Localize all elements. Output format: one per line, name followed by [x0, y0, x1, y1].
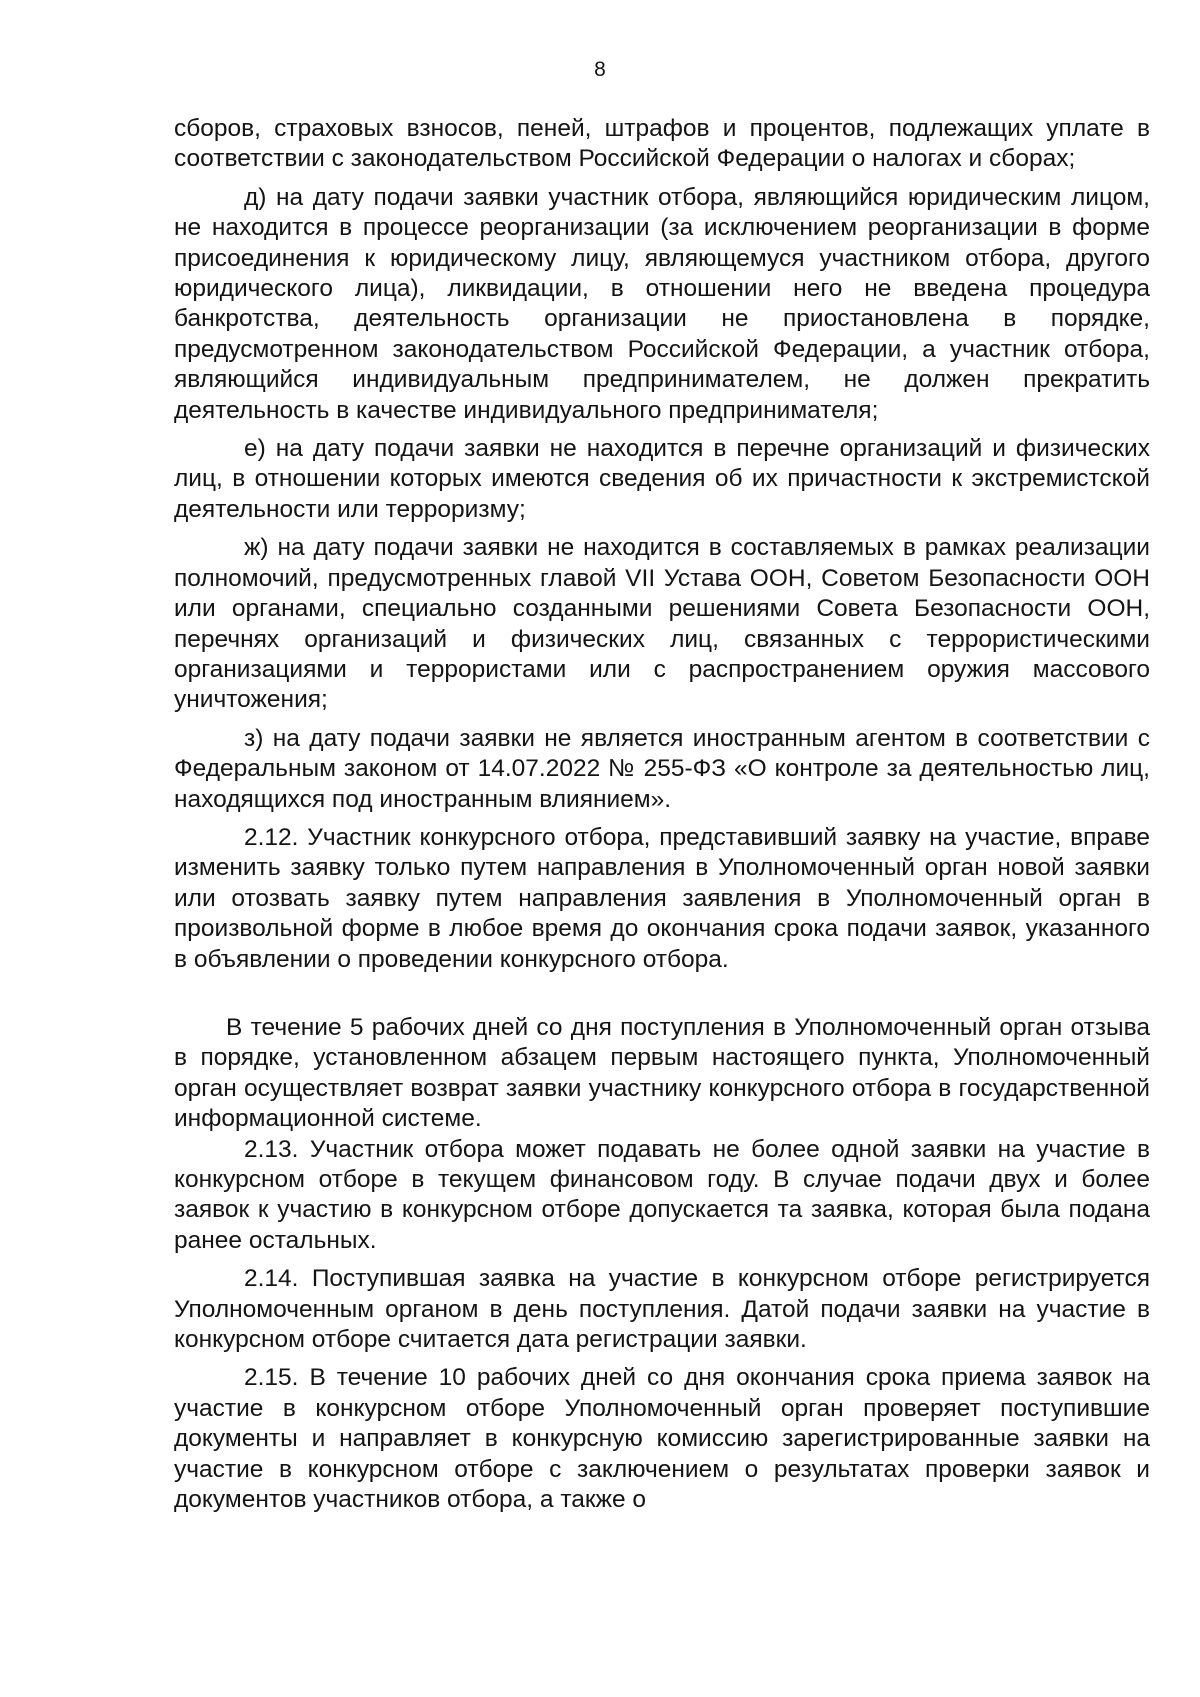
paragraph-item-d: д) на дату подачи заявки участник отбора, являющийся юридическим лицом, не находится в процессе реорганизации (за исключением реорганизации в форме присоединения к юридическому лицу, являющемуся участником отбора, другого юридического лица), ликвидации, в отношении него не введена процедура банкротства, деятельность организации не приостановлена в порядке, предусмотренном законодательством Российской Федерации, а участник отбора, являющийся индивидуальным предпринимателем, не должен прекратить деятельность в качестве индивидуального предпринимателя;	[174, 183, 1150, 424]
paragraph-item-e: е) на дату подачи заявки не находится в перечне организаций и физических лиц, в отношении которых имеются сведения об их причастности к экстремистской деятельности или терроризму;	[174, 435, 1150, 523]
paragraph-2-13: 2.13. Участник отбора может подавать не более одной заявки на участие в конкурсном отборе в текущем финансовом году. В случае подачи двух и более заявок к участию в конкурсном отборе допускается та заявка, которая была подана ранее остальных.	[174, 1135, 1150, 1254]
paragraph-continuation: сборов, страховых взносов, пеней, штрафов и процентов, подлежащих уплате в соответствии с законодательством Российской Федерации о налогах и сборах;	[174, 115, 1150, 173]
paragraph-item-zh: ж) на дату подачи заявки не находится в составляемых в рамках реализации полномочий, предусмотренных главой VII Устава ООН, Советом Безопасности ООН или органами, специально созданными решениями Совета Безопасности ООН, перечнях организаций и физических лиц, связанных с террористическими организациями и террористами или с распространением оружия массового уничтожения;	[174, 534, 1150, 714]
paragraph-item-z: з) на дату подачи заявки не является иностранным агентом в соответствии с Федеральным законом от 14.07.2022 № 255-ФЗ «О контроле за деятельностью лиц, находящихся под иностранным влиянием».	[174, 724, 1150, 813]
document-body	[174, 114, 1150, 1515]
paragraph-2-15: 2.15. В течение 10 рабочих дней со дня окончания срока приема заявок на участие в конкурсном отборе Уполномоченный орган проверяет поступившие документы и направляет в конкурсную комиссию зарегистрированные заявки на участие в конкурсном отборе с заключением о результатах проверки заявок и документов участников отбора, а также о	[174, 1364, 1150, 1514]
paragraph-2-12: 2.12. Участник конкурсного отбора, представивший заявку на участие, вправе изменить заявку только путем направления в Уполномоченный орган новой заявки или отозвать заявку путем направления заявления в Уполномоченный орган в произвольной форме в любое время до окончания срока подачи заявок, указанного в объявлении о проведении конкурсного отбора.	[174, 823, 1150, 973]
paragraph-2-14: 2.14. Поступившая заявка на участие в конкурсном отборе регистрируется Уполномоченным органом в день поступления. Датой подачи заявки на участие в конкурсном отборе считается дата регистрации заявки.	[174, 1265, 1150, 1354]
paragraph-withdrawal: В течение 5 рабочих дней со дня поступления в Уполномоченный орган отзыва в порядке, установленном абзацем первым настоящего пункта, Уполномоченный орган осуществляет возврат заявки участнику конкурсного отбора в государственной информационной системе.	[174, 1013, 1150, 1133]
page-number: 8	[594, 58, 606, 81]
